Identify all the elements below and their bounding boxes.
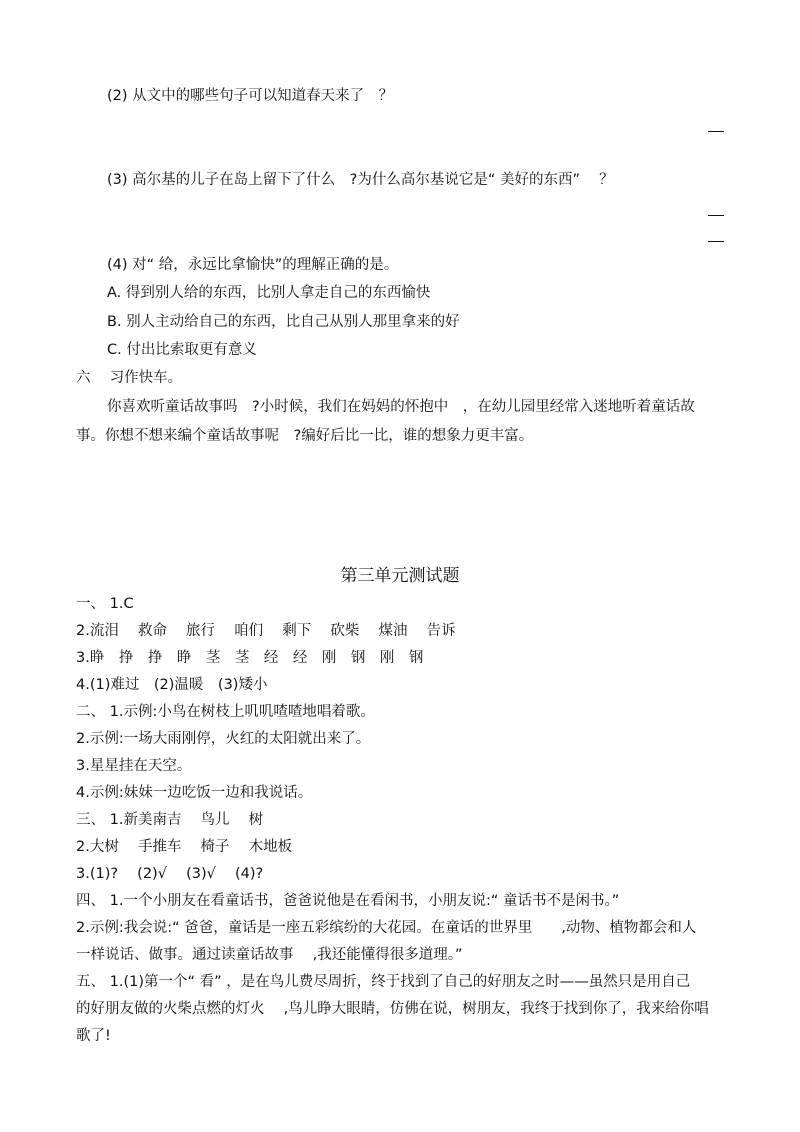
question-4-option-c: C. 付出比索取更有意义	[107, 342, 257, 358]
answer-line-text: 一、 1.C	[76, 596, 134, 612]
answer-line-text: 三、 1.新美南吉 鸟儿 树	[76, 812, 264, 828]
answer-line-text: 4.示例:妹妹一边吃饭一边和我说话。	[76, 785, 313, 801]
question-3: (3) 高尔基的儿子在岛上留下了什么 ?为什么高尔基说它是“ 美好的东西” ？	[107, 172, 614, 188]
answer-line-text: 3.睁 挣 挣 睁 茎 茎 经 经 刚 钢 刚 钢	[76, 650, 424, 666]
answer-line-text: 2.示例:我会说:“ 爸爸，童话是一座五彩缤纷的大花园。在童话的世界里 ,动物、植物都会和人	[76, 920, 697, 936]
section-6-paragraph-line-2: 事。你想不想来编个童话故事呢 ?编好后比一比，谁的想象力更丰富。	[76, 428, 534, 444]
question-2: (2) 从文中的哪些句子可以知道春天来了 ？	[107, 88, 394, 104]
answer-line	[708, 131, 724, 132]
answer-key-title: 第三单元测试题	[340, 566, 460, 586]
question-4: (4) 对“ 给，永远比拿愉快”的理解正确的是。	[107, 257, 399, 273]
answer-line-text: 四、 1.一个小朋友在看童话书，爸爸说他是在看闲书，小朋友说:“ 童话书不是闲书。”	[76, 893, 620, 909]
answer-line-text: 3.星星挂在天空。	[76, 758, 192, 774]
answer-line-text: 一样说话、做事。通过读童话故事 ,我还能懂得很多道理。”	[76, 947, 463, 963]
answer-line-text: 2.大树 手推车 椅子 木地板	[76, 839, 293, 855]
answer-line-text: 3.(1)? (2)√ (3)√ (4)?	[76, 866, 264, 882]
section-6-paragraph-line-1: 你喜欢听童话故事吗 ?小时候，我们在妈妈的怀抱中 ，在幼儿园里经常入迷地听着童话故	[107, 399, 695, 415]
answer-line-text: 的好朋友做的火柴点燃的灯火 ,鸟儿睁大眼睛，仿佛在说，树朋友，我终于找到你了，我来给你唱	[76, 1001, 709, 1017]
question-4-option-b: B. 别人主动给自己的东西，比自己从别人那里拿来的好	[107, 314, 460, 330]
answer-line-text: 2.示例:一场大雨刚停，火红的太阳就出来了。	[76, 731, 371, 747]
answer-line	[708, 241, 724, 242]
answer-line-text: 歌了!	[76, 1028, 111, 1044]
section-6-heading: 六 习作快车。	[76, 370, 183, 386]
answer-line	[708, 215, 724, 216]
answer-line-text: 二、 1.示例:小鸟在树枝上叽叽喳喳地唱着歌。	[76, 704, 375, 720]
answer-line-text: 五、 1.(1)第一个“ 看” ，是在鸟儿费尽周折，终于找到了自己的好朋友之时——虽然只是用自己	[76, 974, 691, 990]
answer-line-text: 2.流泪 救命 旅行 咱们 剩下 砍柴 煤油 告诉	[76, 623, 456, 639]
question-4-option-a: A. 得到别人给的东西，比别人拿走自己的东西愉快	[107, 285, 431, 301]
answer-line-text: 4.(1)难过 (2)温暖 (3)矮小	[76, 677, 268, 693]
